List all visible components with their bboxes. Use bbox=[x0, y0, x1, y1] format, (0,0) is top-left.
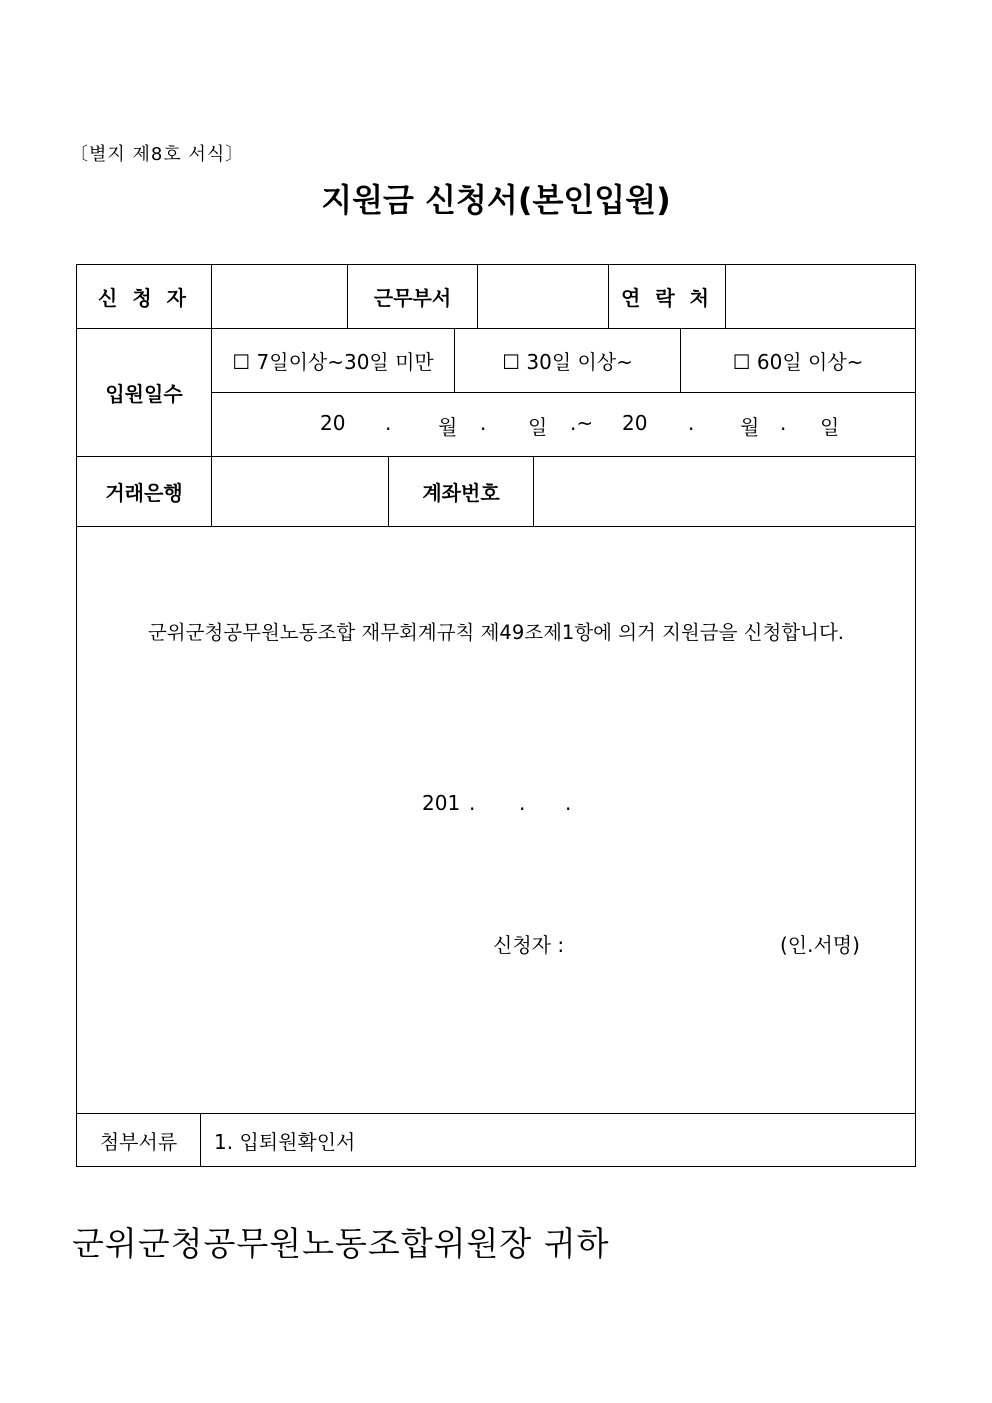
period-dot: . bbox=[688, 411, 695, 435]
form-number-label: 〔별지 제8호 서식〕 bbox=[70, 144, 245, 165]
applicant-label-text: 신 청 자 bbox=[98, 286, 190, 310]
period-dot: . bbox=[480, 411, 487, 435]
hospital-days-label: 입원일수 bbox=[105, 382, 183, 406]
period-dot: . bbox=[780, 411, 787, 435]
attachment-value: 1. 입퇴원확인서 bbox=[214, 1130, 356, 1154]
period-separator: .~ bbox=[570, 411, 594, 435]
statement-area bbox=[77, 527, 915, 1113]
applicant-name-field[interactable] bbox=[212, 265, 347, 328]
seal-signature-label: (인.서명) bbox=[780, 933, 860, 957]
account-number-field[interactable] bbox=[534, 457, 915, 526]
option-60-days-plus[interactable]: ☐ 60일 이상~ bbox=[732, 350, 864, 374]
period-start-year: 20 bbox=[320, 411, 346, 435]
applicant-label bbox=[77, 265, 211, 328]
contact-field[interactable] bbox=[726, 265, 915, 328]
period-end-day: 일 bbox=[820, 415, 840, 439]
period-end-month: 월 bbox=[740, 415, 760, 439]
account-number-label: 계좌번호 bbox=[422, 481, 500, 505]
application-statement: 군위군청공무원노동조합 재무회계규칙 제49조제1항에 의거 지원금을 신청합니다. bbox=[147, 621, 845, 644]
period-start-month: 월 bbox=[438, 415, 458, 439]
period-end-year: 20 bbox=[622, 411, 648, 435]
contact-label bbox=[609, 265, 725, 328]
bank-field[interactable] bbox=[212, 457, 388, 526]
hospital-period-field[interactable] bbox=[212, 393, 915, 456]
recipient-line: 군위군청공무원노동조합위원장 귀하 bbox=[72, 1224, 610, 1263]
document-title: 지원금 신청서(본인입원) bbox=[321, 181, 671, 219]
option-30-days-plus[interactable]: ☐ 30일 이상~ bbox=[502, 350, 633, 374]
attachment-label: 첨부서류 bbox=[99, 1130, 178, 1154]
period-start-day: 일 bbox=[528, 415, 548, 439]
contact-label-text: 연 락 처 bbox=[621, 286, 713, 310]
department-label: 근무부서 bbox=[373, 286, 452, 310]
bank-label: 거래은행 bbox=[105, 481, 183, 505]
applicant-signature-label: 신청자 : bbox=[493, 933, 565, 957]
date-year: 201 bbox=[422, 791, 461, 815]
date-dot: . bbox=[519, 791, 526, 815]
option-7-to-30-days[interactable]: ☐ 7일이상~30일 미만 bbox=[232, 350, 434, 374]
period-dot: . bbox=[385, 411, 392, 435]
application-form-table bbox=[76, 264, 916, 1167]
department-field[interactable] bbox=[478, 265, 608, 328]
date-dot: . bbox=[565, 791, 572, 815]
date-dot: . bbox=[469, 791, 476, 815]
